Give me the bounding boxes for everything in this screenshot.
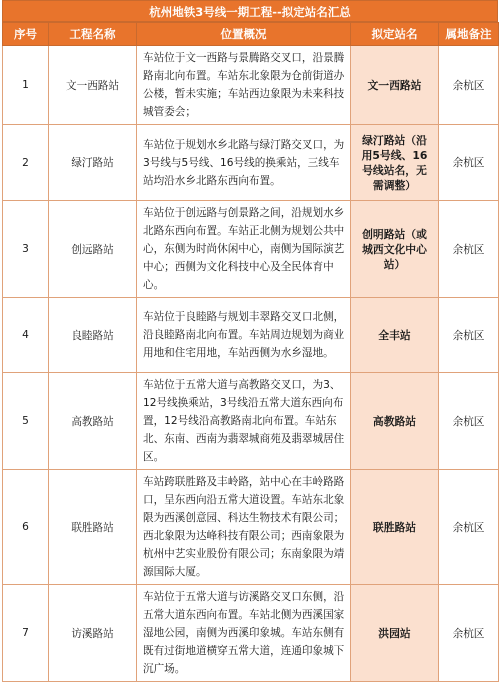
location-cell: 车站位于五常大道与高教路交叉口，为3、12号线换乘站，3号线沿五常大道东西向布置，12号线沿高教路南北向布置。车站东北、东南、西南为翡翠城商苑及翡翠城居住区。	[137, 373, 351, 470]
header-seq: 序号	[3, 23, 49, 46]
table-row	[3, 298, 499, 373]
station-name-cell: 高教路站	[351, 373, 439, 470]
seq-cell: 6	[3, 470, 49, 585]
station-name-cell: 洪园站	[351, 585, 439, 682]
district-cell: 余杭区	[439, 298, 499, 373]
table-row	[3, 470, 499, 585]
project-name-cell: 绿汀路站	[49, 125, 137, 201]
header-station-name: 拟定站名	[351, 23, 439, 46]
station-name-cell: 联胜路站	[351, 470, 439, 585]
location-cell: 车站跨联胜路及丰岭路，站中心在丰岭路路口，呈东西向沿五常大道设置。车站东北象限为西溪创意园、科达生物技术有限公司；西北象限为达峰科技有限公司；西南象限为杭州中艺实业股份有限公司；东南象限为靖源国际大厦。	[137, 470, 351, 585]
seq-cell: 3	[3, 201, 49, 298]
header-location: 位置概况	[137, 23, 351, 46]
station-name-table	[2, 22, 499, 682]
header-project-name: 工程名称	[49, 23, 137, 46]
project-name-cell: 访溪路站	[49, 585, 137, 682]
seq-cell: 7	[3, 585, 49, 682]
district-cell: 余杭区	[439, 470, 499, 585]
location-cell: 车站位于文一西路与景腾路交叉口，沿景腾路南北向布置。车站东北象限为仓前街道办公楼，暂未实施；车站西边象限为未来科技城管委会；	[137, 46, 351, 125]
project-name-cell: 文一西路站	[49, 46, 137, 125]
seq-cell: 4	[3, 298, 49, 373]
location-cell: 车站位于规划水乡北路与绿汀路交叉口，为3号线与5号线、16号线的换乘站，三线车站均沿水乡北路东西向布置。	[137, 125, 351, 201]
table-row	[3, 125, 499, 201]
location-cell: 车站位于创远路与创景路之间，沿规划水乡北路东西向布置。车站正北侧为规划公共中心，东侧为时尚休闲中心，南侧为国际演艺中心；西侧为文化科技中心及全民体育中心。	[137, 201, 351, 298]
seq-cell: 1	[3, 46, 49, 125]
table-row	[3, 46, 499, 125]
station-name-cell: 全丰站	[351, 298, 439, 373]
district-cell: 余杭区	[439, 373, 499, 470]
station-name-cell: 绿汀路站（沿用5号线、16号线站名，无需调整）	[351, 125, 439, 201]
seq-cell: 5	[3, 373, 49, 470]
station-name-cell: 文一西路站	[351, 46, 439, 125]
seq-cell: 2	[3, 125, 49, 201]
project-name-cell: 创远路站	[49, 201, 137, 298]
project-name-cell: 联胜路站	[49, 470, 137, 585]
project-name-cell: 良睦路站	[49, 298, 137, 373]
document	[2, 0, 498, 675]
location-cell: 车站位于良睦路与规划丰翠路交叉口北侧，沿良睦路南北向布置。车站周边规划为商业用地和住宅用地，车站西侧为水乡湿地。	[137, 298, 351, 373]
header-row	[3, 23, 499, 46]
table-row	[3, 373, 499, 470]
table-row	[3, 585, 499, 682]
project-name-cell: 高教路站	[49, 373, 137, 470]
district-cell: 余杭区	[439, 585, 499, 682]
table-row	[3, 201, 499, 298]
district-cell: 余杭区	[439, 125, 499, 201]
location-cell: 车站位于五常大道与访溪路交叉口东侧，沿五常大道东西向布置。车站北侧为西溪国家湿地公园，南侧为西溪印象城。车站东侧有既有过街地道横穿五常大道，连通印象城下沉广场。	[137, 585, 351, 682]
district-cell: 余杭区	[439, 201, 499, 298]
district-cell: 余杭区	[439, 46, 499, 125]
station-name-cell: 创明路站（或城西文化中心站）	[351, 201, 439, 298]
header-district: 属地备注	[439, 23, 499, 46]
table-title: 杭州地铁3号线一期工程--拟定站名汇总	[2, 0, 498, 22]
